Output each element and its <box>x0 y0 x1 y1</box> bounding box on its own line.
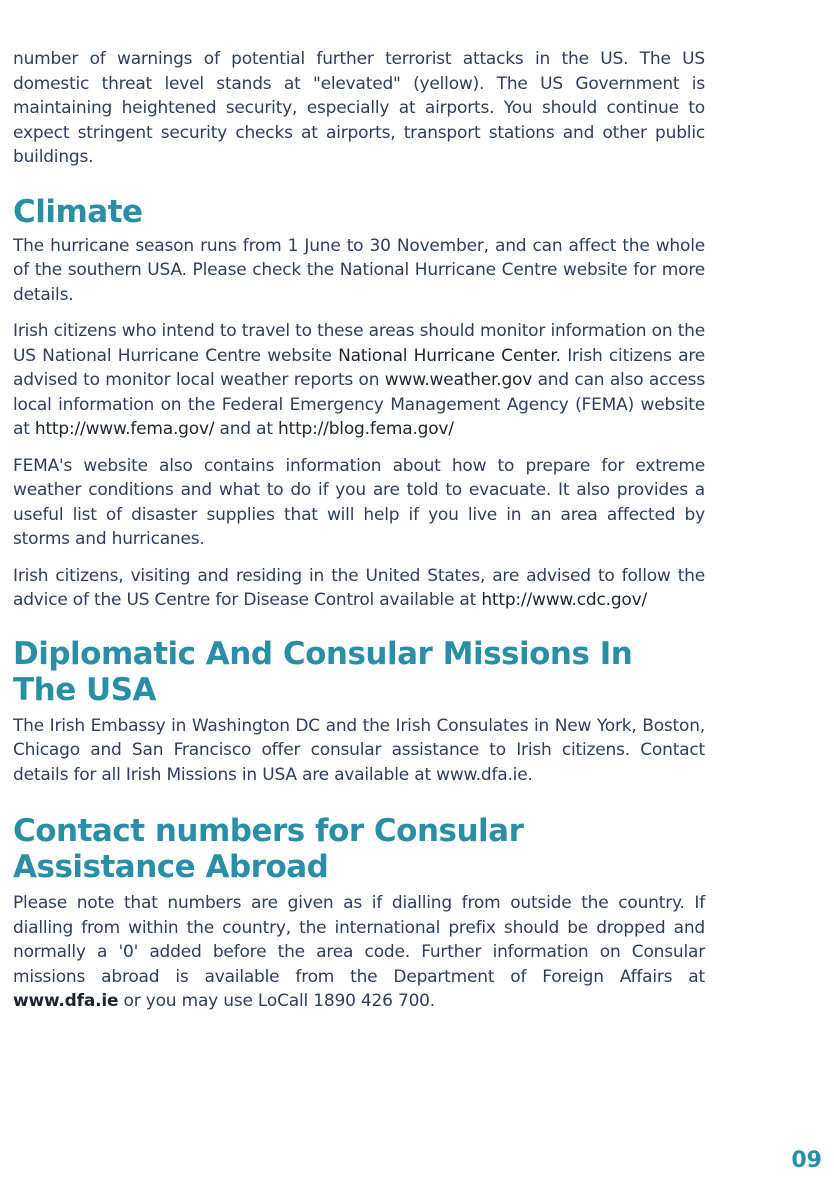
diplomatic-paragraph: The Irish Embassy in Washington DC and the Irish Consulates in New York, Boston, Chicago and San Francisco offer consular assistance to Irish citizens. Contact details for all Irish Missions in USA are available at www.dfa.ie. <box>13 715 705 785</box>
climate-paragraph-3: FEMA's website also contains information about how to prepare for extreme weather conditions and what to do if you are told to evacuate. It also provides a useful list of disaster supplies that will help if you live in an area affected by storms and hurricanes. <box>13 455 705 549</box>
national-hurricane-center-link[interactable]: National Hurricane Center. <box>338 345 561 366</box>
diplomatic-heading: Diplomatic And Consular Missions In The USA <box>13 635 633 708</box>
climate-p2-text-b: Irish citizens are advised to monitor local weather reports on <box>13 345 706 390</box>
climate-heading: Climate <box>13 193 143 230</box>
climate-p4-text: Irish citizens, visiting and residing in the United States, are advised to follow the advice of the US Centre for Disease Control available at <box>13 565 705 610</box>
contact-heading: Contact numbers for Consular Assistance Abroad <box>13 813 524 885</box>
page-number: 09 <box>791 1148 822 1173</box>
fema-gov-link[interactable]: http://www.fema.gov/ <box>34 419 215 439</box>
climate-p2-text-d: and at <box>214 419 279 439</box>
dfa-ie-link[interactable]: www.dfa.ie <box>13 991 119 1011</box>
cdc-gov-link[interactable]: http://www.cdc.gov/ <box>481 590 648 610</box>
climate-p2-text-c: and can also access local information on the Federal Emergency Management Agency (FEMA) website at <box>13 370 705 439</box>
security-paragraph: number of warnings of potential further terrorist attacks in the US. The US domestic threat level stands at "elevated" (yellow). The US Government is maintaining heightened security, especially at airports. You should continue to expect stringent security checks at airports, transport stations and other public buildings. <box>13 49 705 167</box>
blog-fema-gov-link[interactable]: http://blog.fema.gov/ <box>278 419 454 439</box>
climate-p2-text-a: Irish citizens who intend to travel to these areas should monitor information on the US National Hurricane Centre website <box>13 321 705 366</box>
climate-paragraph-2 <box>13 319 705 442</box>
contact-text-b: or you may use LoCall 1890 426 700. <box>118 991 435 1011</box>
weather-gov-link[interactable]: www.weather.gov <box>384 370 533 390</box>
climate-paragraph-4 <box>13 564 705 613</box>
contact-paragraph <box>13 891 705 1014</box>
climate-paragraph-1: The hurricane season runs from 1 June to 30 November, and can affect the whole of the southern USA. Please check the National Hurricane Centre website for more details. <box>13 235 705 305</box>
contact-text-a: Please note that numbers are given as if dialling from outside the country. If dialling from within the country, the international prefix should be dropped and normally a '0' added before the area code. Further information on Consular missions abroad is available from the Department of Foreign Affairs at <box>13 893 705 987</box>
page-content <box>13 0 705 1014</box>
